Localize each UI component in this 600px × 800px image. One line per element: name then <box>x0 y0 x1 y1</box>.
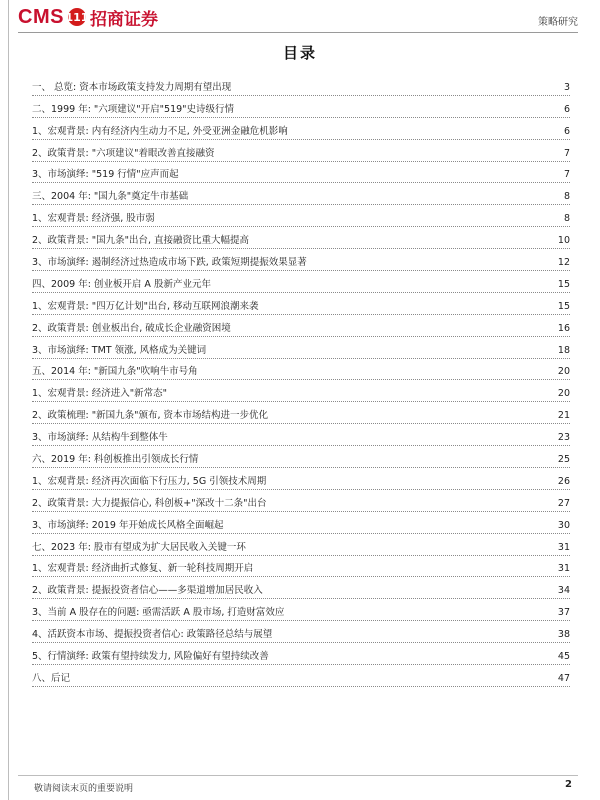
toc-entry-page: 16 <box>557 322 570 334</box>
toc-entry-label: 一、 总览: 资本市场政策支持发力周期有望出现 <box>32 81 232 93</box>
toc-entry[interactable] <box>32 337 570 359</box>
toc-entry[interactable] <box>32 556 570 578</box>
toc-entry-label: 1、宏观背景: 经济强, 股市弱 <box>32 213 155 225</box>
toc-entry[interactable] <box>32 205 570 227</box>
toc-entry-label: 八、后记 <box>32 672 71 684</box>
toc-entry-page: 18 <box>557 344 570 356</box>
toc-entry[interactable] <box>32 227 570 249</box>
page-title: 目录 <box>282 44 317 62</box>
toc-entry-page: 7 <box>563 147 570 159</box>
toc-entry-label: 二、1999 年: "六项建议"开启"519"史诗级行情 <box>32 103 235 115</box>
toc-entry-label: 1、宏观背景: 内有经济内生动力不足, 外受亚洲金融危机影响 <box>32 125 288 137</box>
toc-entry-page: 31 <box>557 563 570 575</box>
toc-entry-page: 30 <box>557 519 570 531</box>
toc-entry[interactable] <box>32 534 570 556</box>
toc-entry-label: 1、宏观背景: 经济再次面临下行压力, 5G 引领技术周期 <box>32 475 267 487</box>
toc-entry-label: 3、当前 A 股存在的问题: 亟需活跃 A 股市场, 打造财富效应 <box>32 607 285 619</box>
page-number: 2 <box>565 779 572 790</box>
toc-entry[interactable] <box>32 577 570 599</box>
toc-entry-label: 2、政策背景: 大力提振信心, 科创板+"深改十二条"出台 <box>32 497 267 509</box>
toc-entry[interactable] <box>32 599 570 621</box>
toc-entry[interactable] <box>32 665 570 687</box>
toc-entry-label: 1、宏观背景: "四万亿计划"出台, 移动互联网浪潮来袭 <box>32 300 259 312</box>
toc-entry-page: 12 <box>557 257 570 269</box>
toc-entry[interactable] <box>32 183 570 205</box>
toc-entry-label: 三、2004 年: "国九条"奠定牛市基础 <box>32 191 189 203</box>
footer-disclaimer: 敬请阅读末页的重要说明 <box>34 784 134 794</box>
logo-emblem-icon: 111 <box>68 8 86 26</box>
toc-entry[interactable] <box>32 643 570 665</box>
toc-entry[interactable] <box>32 315 570 337</box>
toc-entry[interactable] <box>32 249 570 271</box>
toc-entry-page: 26 <box>557 475 570 487</box>
toc-entry-label: 四、2009 年: 创业板开启 A 股新产业元年 <box>32 278 211 290</box>
toc-entry[interactable] <box>32 512 570 534</box>
toc-entry-label: 七、2023 年: 股市有望成为扩大居民收入关键一环 <box>32 541 246 553</box>
logo-text-cn: 招商证券 <box>89 9 158 30</box>
toc-entry-page: 25 <box>557 454 570 466</box>
toc-entry[interactable] <box>32 271 570 293</box>
toc-entry-page: 21 <box>557 410 570 422</box>
toc-entry[interactable] <box>32 293 570 315</box>
toc-entry[interactable] <box>32 490 570 512</box>
toc-entry-page: 15 <box>557 278 570 290</box>
toc-entry-label: 1、宏观背景: 经济曲折式修复、新一轮科技周期开启 <box>32 563 254 575</box>
logo-text-en: CMS <box>18 5 64 28</box>
toc-entry-page: 47 <box>557 672 570 684</box>
toc-entry-label: 2、政策背景: 提振投资者信心——多渠道增加居民收入 <box>32 585 263 597</box>
cms-logo <box>18 5 158 30</box>
toc-entry-label: 3、市场演绎: 从结构牛到整体牛 <box>32 432 168 444</box>
header-divider <box>18 32 578 33</box>
table-of-contents <box>32 74 570 687</box>
toc-entry[interactable] <box>32 162 570 184</box>
toc-entry-page: 38 <box>557 629 570 641</box>
toc-entry[interactable] <box>32 140 570 162</box>
toc-entry-page: 8 <box>563 191 570 203</box>
toc-entry-page: 15 <box>557 300 570 312</box>
toc-entry-label: 2、政策背景: "国九条"出台, 直接融资比重大幅提高 <box>32 235 250 247</box>
toc-entry-page: 3 <box>563 81 570 93</box>
toc-entry-page: 34 <box>557 585 570 597</box>
toc-entry-page: 6 <box>563 103 570 115</box>
report-category: 策略研究 <box>538 16 578 28</box>
toc-entry[interactable] <box>32 424 570 446</box>
toc-entry-page: 10 <box>557 235 570 247</box>
toc-entry-label: 3、市场演绎: "519 行情"应声而起 <box>32 169 179 181</box>
toc-entry[interactable] <box>32 468 570 490</box>
toc-entry-page: 20 <box>557 366 570 378</box>
toc-entry-page: 23 <box>557 432 570 444</box>
toc-entry-label: 3、市场演绎: 2019 年开始成长风格全面崛起 <box>32 519 224 531</box>
toc-entry[interactable] <box>32 402 570 424</box>
toc-entry-label: 5、行情演绎: 政策有望持续发力, 风险偏好有望持续改善 <box>32 651 269 663</box>
toc-entry-label: 4、活跃资本市场、提振投资者信心: 政策路径总结与展望 <box>32 629 273 641</box>
toc-entry[interactable] <box>32 380 570 402</box>
toc-entry[interactable] <box>32 74 570 96</box>
toc-entry[interactable] <box>32 359 570 381</box>
toc-entry-page: 6 <box>563 125 570 137</box>
toc-entry-page: 27 <box>557 497 570 509</box>
footer-divider <box>18 775 578 776</box>
page-header <box>18 4 578 30</box>
toc-entry[interactable] <box>32 446 570 468</box>
toc-entry-label: 2、政策背景: "六项建议"着眼改善直接融资 <box>32 147 215 159</box>
toc-entry[interactable] <box>32 96 570 118</box>
page-left-border <box>8 0 9 800</box>
toc-entry[interactable] <box>32 118 570 140</box>
toc-entry-label: 六、2019 年: 科创板推出引领成长行情 <box>32 454 199 466</box>
toc-entry-page: 37 <box>557 607 570 619</box>
toc-entry-page: 20 <box>557 388 570 400</box>
toc-entry-label: 五、2014 年: "新国九条"吹响牛市号角 <box>32 366 198 378</box>
toc-entry-label: 3、市场演绎: TMT 领涨, 风格成为关键词 <box>32 344 207 356</box>
toc-entry-label: 2、政策背景: 创业板出台, 破成长企业融资困境 <box>32 322 231 334</box>
toc-entry-page: 7 <box>563 169 570 181</box>
toc-entry-label: 2、政策梳理: "新国九条"颁布, 资本市场结构进一步优化 <box>32 410 269 422</box>
toc-entry-page: 45 <box>557 651 570 663</box>
toc-entry-label: 3、市场演绎: 遏制经济过热造成市场下跌, 政策短期提振效果显著 <box>32 257 307 269</box>
toc-entry-page: 8 <box>563 213 570 225</box>
toc-entry[interactable] <box>32 621 570 643</box>
toc-entry-page: 31 <box>557 541 570 553</box>
toc-entry-label: 1、宏观背景: 经济进入"新常态" <box>32 388 168 400</box>
